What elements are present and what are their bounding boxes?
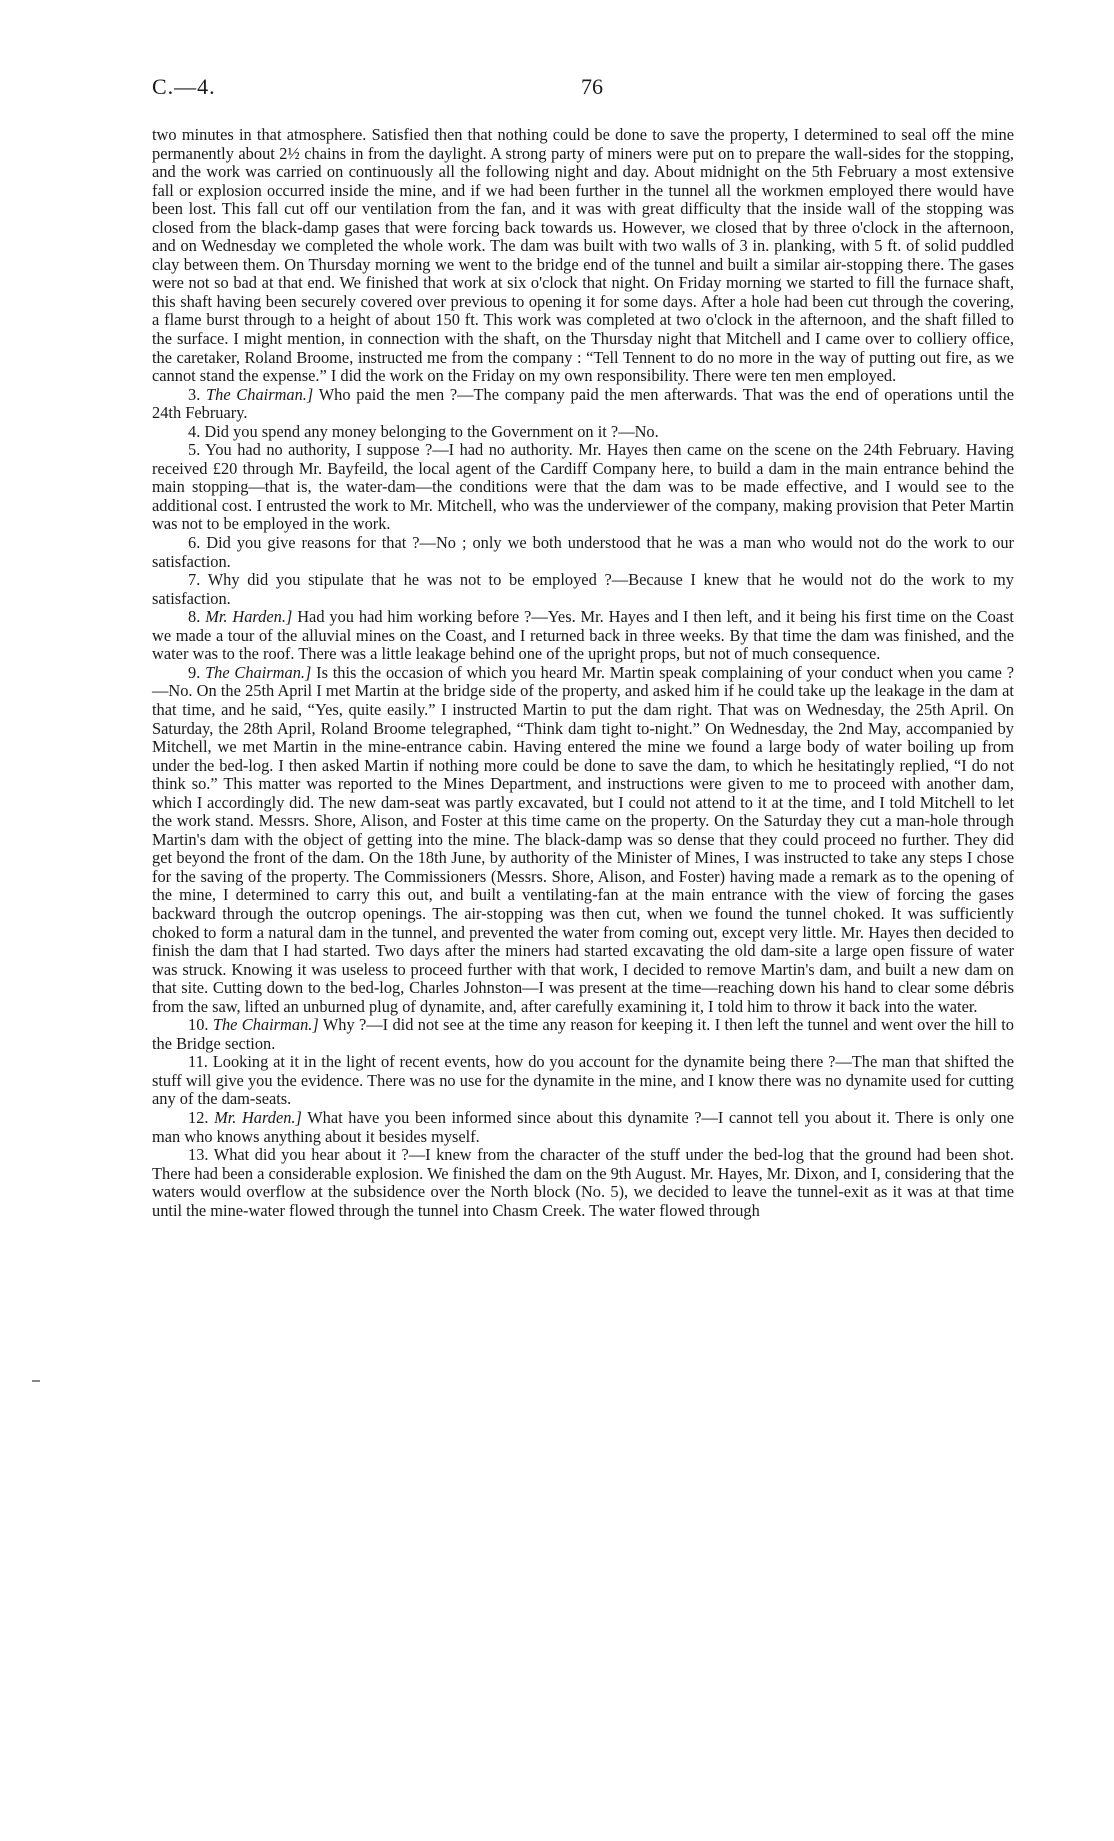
question-10 [152,1016,1014,1053]
question-number: 10. [188,1015,209,1035]
page-header [152,74,1012,114]
question-number: 9. [188,662,201,682]
question-12 [152,1109,1014,1146]
paragraph-text: Why ?—I did not see at the time any reason for keeping it. I then left the tunnel and went over the hill to the Bridge section. [152,1015,1014,1053]
document-reference: C.—4. [152,74,216,99]
paragraph-text: Did you spend any money belonging to the Government on it ?—No. [204,421,659,441]
question-7 [152,571,1014,608]
paragraph-text: Is this the occasion of which you heard Mr. Martin speak complaining of your conduct when you came ?—No. On the 25th April I met Martin at the bridge side of the property, and asked him if he could take up the leakage in the dam at that time, and he said, “Yes, quite easily.” I instructed Martin to put the dam right. That was on Wednesday, the 25th April. On Saturday, the 28th April, Roland Broome telegraphed, “Think dam tight to-night.” On Wednesday, the 2nd May, accompanied by Mitchell, we met Martin in the mine-entrance cabin. Having entered the mine we found a large body of water boiling up from under the bed-log. I then asked Martin if nothing more could be done to save the dam, to which he hesitatingly replied, “I do not think so.” This matter was reported to the Mines Department, and instructions were given to me to proceed with another dam, which I accordingly did. The new dam-seat was partly excavated, but I could not attend to it at the time, and I told Mitchell to let the work stand. Messrs. Shore, Alison, and Foster at this time came on the property. On the Saturday they cut a man-hole through Martin's dam with the object of getting into the mine. The black-damp was so dense that they could proceed no further. They did get beyond the front of the dam. On the 18th June, by authority of the Minister of Mines, I was instructed to take any steps I chose for the saving of the property. The Commissioners (Messrs. Shore, Alison, and Foster) having made a remark as to the opening of the mine, I determined to carry this out, and built a ventilating-fan at the main entrance with the view of forcing the gases backward through the outcrop openings. The air-stopping was then cut, when we found the tunnel choked. It was sufficiently choked to form a natural dam in the tunnel, and prevented the water from coming out, except very little. Mr. Hayes then decided to finish the dam that I had started. Two days after the miners had started excavating the old dam-site a large open fissure of water was struck. Knowing it was useless to proceed further with that work, I decided to remove Martin's dam, and built a new dam on that site. Cutting down to the bed-log, Charles Johnston—I was present at the time—reaching down his hand to clear some débris from the saw, lifted an unburned plug of dynamite, and, after carefully examining it, I told him to throw it back into the water. [152,662,1014,1016]
question-number: 13. [188,1145,209,1165]
paragraph-text: Had you had him working before ?—Yes. Mr. Hayes and I then left, and it being his first time on the Coast we made a tour of the alluvial mines on the Coast, and I returned back in three weeks. By that time the dam was finished, and the water was to the roof. There was a little leakage behind one of the upright props, but not of much consequence. [152,607,1014,664]
paragraph-text: two minutes in that atmosphere. Satisfied then that nothing could be done to save the property, I determined to seal off the mine permanently about 2½ chains in from the daylight. A strong party of miners were put on to prepare the wall-sides for the stopping, and the work was carried on continuously all the following night and day. About midnight on the 5th February a most extensive fall or explosion occurred inside the mine, and if we had been further in the tunnel all the workmen employed there would have been lost. This fall cut off our ventilation from the fan, and it was with great difficulty that the inside wall of the stopping was closed from the black-damp gases that were forcing back towards us. However, we closed that by three o'clock in the afternoon, and on Wednesday we completed the whole work. The dam was built with two walls of 3 in. planking, with 5 ft. of solid puddled clay between them. On Thursday morning we went to the bridge end of the tunnel and built a similar air-stopping there. The gases were not so bad at that end. We finished that work at six o'clock that night. On Friday morning we started to fill the furnace shaft, this shaft having been securely covered over previous to opening it for some days. After a hole had been cut through the covering, a flame burst through to a height of about 150 ft. This work was completed at two o'clock in the afternoon, and the shaft filled to the surface. I might mention, in connection with the shaft, on the Thursday night that Mitchell and I came over to colliery office, the caretaker, Roland Broome, instructed me from the company : “Tell Tennent to do no more in the way of putting out fire, as we cannot stand the expense.” I did the work on the Friday on my own responsibility. There were ten men employed. [152,125,1014,386]
question-9 [152,664,1014,1016]
question-13 [152,1146,1014,1220]
margin-mark [32,1380,40,1382]
page-number: 76 [581,74,603,99]
paragraph-continuation [152,126,1014,386]
question-number: 5. [188,440,201,460]
question-11 [152,1053,1014,1109]
speaker: Mr. Harden.] [205,607,293,627]
paragraph-text: Who paid the men ?—The company paid the men afterwards. That was the end of operations until the 24th February. [152,384,1014,423]
question-number: 11. [188,1052,208,1072]
paragraph-text: Why did you stipulate that he was not to be employed ?—Because I knew that he would not do the work to my satisfaction. [152,570,1014,608]
question-number: 7. [188,570,201,590]
question-number: 12. [188,1107,209,1127]
question-number: 6. [188,533,201,553]
question-8 [152,608,1014,664]
document-body [152,126,1014,1220]
question-6 [152,534,1014,571]
question-number: 4. [188,421,201,441]
speaker: Mr. Harden.] [214,1107,302,1127]
paragraph-text: Did you give reasons for that ?—No ; only we both understood that he was a man who would not do the work to our satisfaction. [152,533,1014,571]
speaker: The Chairman.] [205,662,312,682]
paragraph-text: What did you hear about it ?—I knew from the character of the stuff under the bed-log that the ground had been shot. There had been a considerable explosion. We finished the dam on the 9th August. Mr. Hayes, Mr. Dixon, and I, considering that the waters would overflow at the subsidence over the North block (No. 5), we decided to leave the tunnel-exit as it was at that time until the mine-water flowed through the tunnel into Chasm Creek. The water flowed through [152,1145,1014,1220]
speaker: The Chairman.] [206,384,314,404]
question-3 [152,386,1014,423]
paragraph-text: Looking at it in the light of recent events, how do you account for the dynamite being there ?—The man that shifted the stuff will give you the evidence. There was no use for the dynamite in the mine, and I know there was no dynamite used for cutting any of the dam-seats. [152,1052,1014,1109]
question-5 [152,441,1014,534]
question-number: 8. [188,607,201,627]
paragraph-text: What have you been informed since about this dynamite ?—I cannot tell you about it. There is only one man who knows anything about it besides myself. [152,1107,1014,1146]
question-4 [152,423,1014,442]
paragraph-text: You had no authority, I suppose ?—I had no authority. Mr. Hayes then came on the scene on the 24th February. Having received £20 through Mr. Bayfeild, the local agent of the Cardiff Company here, to build a dam in the main entrance behind the main stopping—that is, the water-dam—the conditions were that the dam was to be made effective, and I would see to the additional cost. I entrusted the work to Mr. Mitchell, who was the underviewer of the company, making provision that Peter Martin was not to be employed in the work. [152,440,1014,534]
speaker: The Chairman.] [212,1015,319,1035]
question-number: 3. [188,384,201,404]
